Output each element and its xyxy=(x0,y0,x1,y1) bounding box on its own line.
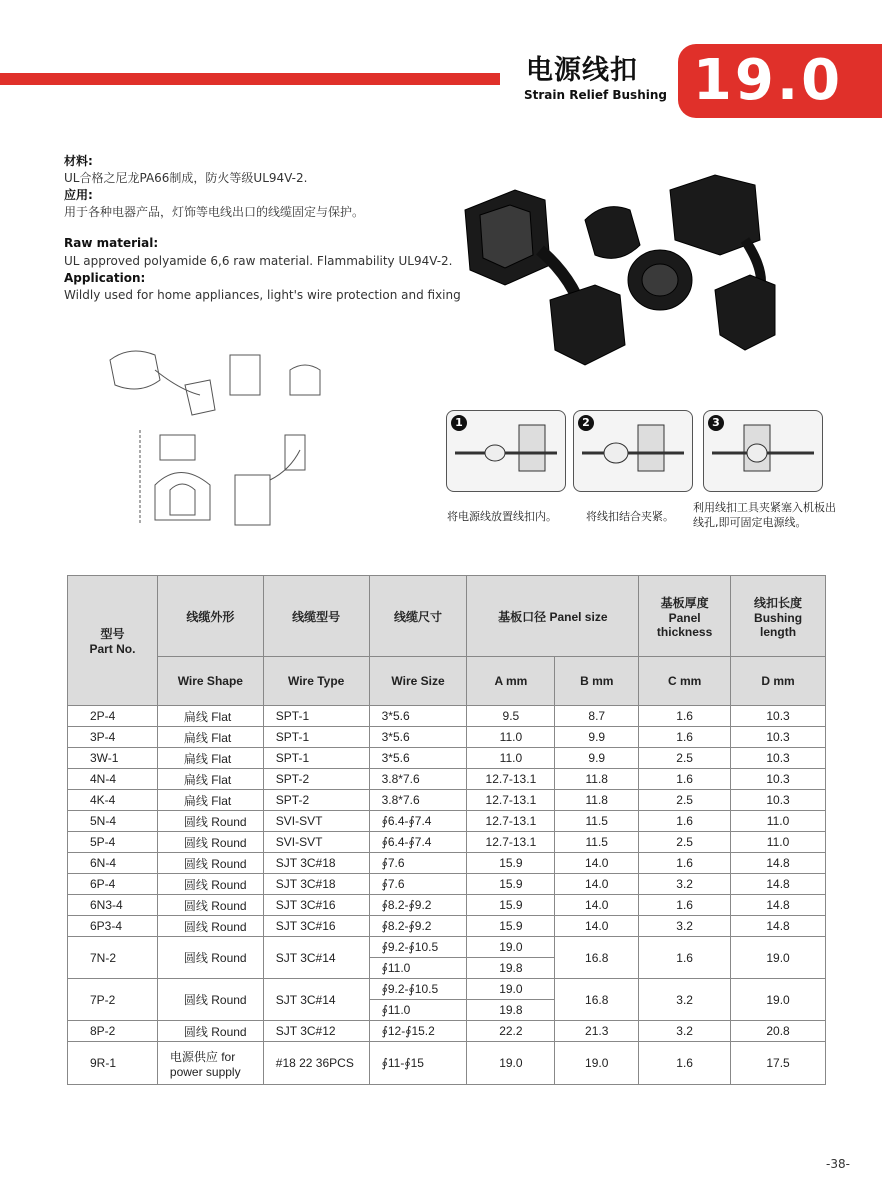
cell-d: 10.3 xyxy=(731,727,826,748)
cell-type: SPT-1 xyxy=(263,748,369,769)
cell-part: 7N-2 xyxy=(68,937,158,979)
cell-type: SJT 3C#14 xyxy=(263,937,369,979)
table-row xyxy=(68,874,826,895)
cell-c: 1.6 xyxy=(639,895,731,916)
cell-a: 15.9 xyxy=(467,853,555,874)
step-3-number: 3 xyxy=(708,415,724,431)
cell-part: 3W-1 xyxy=(68,748,158,769)
table-row xyxy=(68,895,826,916)
header-wire-shape-en: Wire Shape xyxy=(157,657,263,706)
cell-size: 3.8*7.6 xyxy=(369,790,467,811)
cell-b: 11.5 xyxy=(555,811,639,832)
cell-type: SJT 3C#12 xyxy=(263,1021,369,1042)
cell-a: 15.9 xyxy=(467,916,555,937)
cell-b: 16.8 xyxy=(555,937,639,979)
cell-shape: 扁线 Flat xyxy=(157,727,263,748)
step-2-number: 2 xyxy=(578,415,594,431)
cell-type: SPT-2 xyxy=(263,769,369,790)
cell-shape: 圆线 Round xyxy=(157,895,263,916)
spec-table xyxy=(67,575,826,1085)
cell-b: 14.0 xyxy=(555,916,639,937)
cell-a: 11.0 xyxy=(467,727,555,748)
cell-part: 7P-2 xyxy=(68,979,158,1021)
table-row xyxy=(68,1042,826,1085)
cell-type: SVI-SVT xyxy=(263,832,369,853)
cell-c: 1.6 xyxy=(639,769,731,790)
cell-b: 11.8 xyxy=(555,769,639,790)
cell-size: ∮11.0 xyxy=(369,958,467,979)
step-1-illustration xyxy=(446,410,566,492)
step-3-illustration xyxy=(703,410,823,492)
table-row xyxy=(68,790,826,811)
header-bushing-length-en: Bushing length xyxy=(754,610,803,639)
cell-size: ∮8.2-∮9.2 xyxy=(369,916,467,937)
cell-d: 14.8 xyxy=(731,874,826,895)
cell-size: ∮6.4-∮7.4 xyxy=(369,811,467,832)
cell-size: 3*5.6 xyxy=(369,727,467,748)
table-row xyxy=(68,916,826,937)
cell-shape: 圆线 Round xyxy=(157,832,263,853)
cell-part: 5N-4 xyxy=(68,811,158,832)
header-d-mm: D mm xyxy=(731,657,826,706)
cell-shape: 圆线 Round xyxy=(157,853,263,874)
cell-b: 19.0 xyxy=(555,1042,639,1085)
cell-part: 6P3-4 xyxy=(68,916,158,937)
header-b-mm: B mm xyxy=(555,657,639,706)
cell-d: 11.0 xyxy=(731,832,826,853)
step-1-caption: 将电源线放置线扣内。 xyxy=(447,510,557,523)
header-bushing-length-cn: 线扣长度 xyxy=(754,595,803,610)
cell-a: 15.9 xyxy=(467,874,555,895)
cell-size: ∮7.6 xyxy=(369,853,467,874)
cell-c: 2.5 xyxy=(639,748,731,769)
page-title-cn: 电源线扣 xyxy=(526,55,638,86)
cell-c: 3.2 xyxy=(639,916,731,937)
table-row xyxy=(68,811,826,832)
table-row xyxy=(68,769,826,790)
header-panel-thickness-cn: 基板厚度 xyxy=(660,595,709,610)
cell-part: 4N-4 xyxy=(68,769,158,790)
cell-c: 1.6 xyxy=(639,937,731,979)
cell-type: SJT 3C#16 xyxy=(263,916,369,937)
cell-d: 10.3 xyxy=(731,769,826,790)
cell-part: 6N3-4 xyxy=(68,895,158,916)
header-part-no xyxy=(68,576,158,706)
cell-b: 11.8 xyxy=(555,790,639,811)
table-row xyxy=(68,706,826,727)
cell-b: 14.0 xyxy=(555,853,639,874)
cell-size: ∮9.2-∮10.5 xyxy=(369,937,467,958)
cell-a: 19.0 xyxy=(467,979,555,1000)
header-panel-size: 基板口径 Panel size xyxy=(467,576,639,657)
cell-shape-line1: 电源供应 for xyxy=(169,1049,236,1064)
cell-b: 14.0 xyxy=(555,874,639,895)
cell-shape: 扁线 Flat xyxy=(157,748,263,769)
header-bushing-length xyxy=(731,576,826,657)
material-text-en: UL approved polyamide 6,6 raw material. Flammability UL94V-2. xyxy=(64,254,453,268)
header-wire-size-cn: 线缆尺寸 xyxy=(369,576,467,657)
cell-part: 5P-4 xyxy=(68,832,158,853)
cell-b: 16.8 xyxy=(555,979,639,1021)
cell-type: SJT 3C#18 xyxy=(263,853,369,874)
header-accent-bar xyxy=(0,73,500,85)
cell-c: 3.2 xyxy=(639,874,731,895)
cell-b: 14.0 xyxy=(555,895,639,916)
cell-shape: 圆线 Round xyxy=(157,979,263,1021)
cell-shape: 圆线 Round xyxy=(157,937,263,979)
cell-shape: 圆线 Round xyxy=(157,874,263,895)
cell-c: 1.6 xyxy=(639,853,731,874)
step-1-number: 1 xyxy=(451,415,467,431)
material-text-cn: UL合格之尼龙PA66制成，防火等级UL94V-2. xyxy=(64,171,308,185)
cell-a: 22.2 xyxy=(467,1021,555,1042)
material-label-cn: 材料: xyxy=(64,154,93,168)
cell-c: 2.5 xyxy=(639,832,731,853)
product-photo xyxy=(445,170,785,400)
cell-b: 9.9 xyxy=(555,748,639,769)
cell-c: 3.2 xyxy=(639,1021,731,1042)
page-title-en: Strain Relief Bushing xyxy=(524,88,667,102)
cell-size: ∮7.6 xyxy=(369,874,467,895)
spec-table-body xyxy=(68,706,826,1085)
header-panel-thickness-en: Panel thickness xyxy=(656,610,713,639)
step-3-caption: 利用线扣工具夹紧塞入机板出线孔,即可固定电源线。 xyxy=(693,501,836,529)
cell-size: ∮9.2-∮10.5 xyxy=(369,979,467,1000)
cell-a: 15.9 xyxy=(467,895,555,916)
cell-type: SJT 3C#14 xyxy=(263,979,369,1021)
material-label-en: Raw material: xyxy=(64,236,159,250)
cell-size: 3.8*7.6 xyxy=(369,769,467,790)
cell-type: #18 22 36PCS xyxy=(263,1042,369,1085)
cell-a: 19.0 xyxy=(467,937,555,958)
cell-shape: 扁线 Flat xyxy=(157,706,263,727)
cell-d: 19.0 xyxy=(731,979,826,1021)
cell-type: SVI-SVT xyxy=(263,811,369,832)
cell-shape: 圆线 Round xyxy=(157,916,263,937)
table-row xyxy=(68,727,826,748)
cell-d: 14.8 xyxy=(731,916,826,937)
cell-part: 8P-2 xyxy=(68,1021,158,1042)
technical-drawing xyxy=(100,340,330,540)
cell-d: 10.3 xyxy=(731,706,826,727)
cell-d: 20.8 xyxy=(731,1021,826,1042)
table-row xyxy=(68,853,826,874)
cell-part: 3P-4 xyxy=(68,727,158,748)
cell-a: 12.7-13.1 xyxy=(467,790,555,811)
cell-part: 6N-4 xyxy=(68,853,158,874)
cell-type: SPT-2 xyxy=(263,790,369,811)
cell-d: 10.3 xyxy=(731,790,826,811)
header-wire-type-en: Wire Type xyxy=(263,657,369,706)
cell-a: 11.0 xyxy=(467,748,555,769)
step-2-illustration xyxy=(573,410,693,492)
cell-a: 9.5 xyxy=(467,706,555,727)
cell-d: 14.8 xyxy=(731,853,826,874)
cell-type: SJT 3C#18 xyxy=(263,874,369,895)
cell-type: SPT-1 xyxy=(263,727,369,748)
header-part-no-en: Part No. xyxy=(89,642,136,656)
cell-a: 19.8 xyxy=(467,1000,555,1021)
cell-size: ∮6.4-∮7.4 xyxy=(369,832,467,853)
cell-b: 9.9 xyxy=(555,727,639,748)
cell-c: 1.6 xyxy=(639,1042,731,1085)
cell-a: 12.7-13.1 xyxy=(467,811,555,832)
cell-d: 10.3 xyxy=(731,748,826,769)
cell-c: 2.5 xyxy=(639,790,731,811)
cell-shape: 扁线 Flat xyxy=(157,790,263,811)
cell-size: 3*5.6 xyxy=(369,706,467,727)
cell-size: ∮8.2-∮9.2 xyxy=(369,895,467,916)
cell-c: 1.6 xyxy=(639,727,731,748)
table-row xyxy=(68,832,826,853)
cell-size: ∮11-∮15 xyxy=(369,1042,467,1085)
cell-d: 19.0 xyxy=(731,937,826,979)
header-c-mm: C mm xyxy=(639,657,731,706)
section-badge xyxy=(678,44,882,118)
step-2-caption: 将线扣结合夹紧。 xyxy=(586,510,674,523)
application-label-en: Application: xyxy=(64,271,146,285)
application-text-en: Wildly used for home appliances, light's wire protection and fixing xyxy=(64,288,461,302)
cell-size: 3*5.6 xyxy=(369,748,467,769)
application-text-cn: 用于各种电器产品，灯饰等电线出口的线缆固定与保护。 xyxy=(64,205,365,219)
cell-d: 17.5 xyxy=(731,1042,826,1085)
header-part-no-cn: 型号 xyxy=(100,627,125,641)
cell-d: 11.0 xyxy=(731,811,826,832)
cell-a: 12.7-13.1 xyxy=(467,769,555,790)
table-row xyxy=(68,748,826,769)
header-panel-thickness xyxy=(639,576,731,657)
cell-part: 2P-4 xyxy=(68,706,158,727)
cell-c: 1.6 xyxy=(639,811,731,832)
table-row xyxy=(68,937,826,958)
cell-c: 1.6 xyxy=(639,706,731,727)
cell-b: 21.3 xyxy=(555,1021,639,1042)
header-a-mm: A mm xyxy=(467,657,555,706)
table-row xyxy=(68,1021,826,1042)
cell-a: 19.8 xyxy=(467,958,555,979)
cell-type: SPT-1 xyxy=(263,706,369,727)
cell-a: 19.0 xyxy=(467,1042,555,1085)
cell-shape: 圆线 Round xyxy=(157,1021,263,1042)
cell-c: 3.2 xyxy=(639,979,731,1021)
cell-shape-line2: power supply xyxy=(169,1064,241,1079)
header-wire-size-en: Wire Size xyxy=(369,657,467,706)
cell-d: 14.8 xyxy=(731,895,826,916)
cell-shape: 扁线 Flat xyxy=(157,769,263,790)
cell-shape: 圆线 Round xyxy=(157,811,263,832)
cell-size: ∮11.0 xyxy=(369,1000,467,1021)
cell-b: 11.5 xyxy=(555,832,639,853)
cell-type: SJT 3C#16 xyxy=(263,895,369,916)
cell-part: 4K-4 xyxy=(68,790,158,811)
table-row xyxy=(68,979,826,1000)
cell-part: 6P-4 xyxy=(68,874,158,895)
cell-shape xyxy=(157,1042,263,1085)
header-wire-type-cn: 线缆型号 xyxy=(263,576,369,657)
header-wire-shape-cn: 线缆外形 xyxy=(157,576,263,657)
cell-b: 8.7 xyxy=(555,706,639,727)
application-label-cn: 应用: xyxy=(64,188,93,202)
section-number: 19.0 xyxy=(692,48,844,113)
cell-part: 9R-1 xyxy=(68,1042,158,1085)
page-number: -38- xyxy=(826,1157,850,1171)
cell-a: 12.7-13.1 xyxy=(467,832,555,853)
cell-size: ∮12-∮15.2 xyxy=(369,1021,467,1042)
